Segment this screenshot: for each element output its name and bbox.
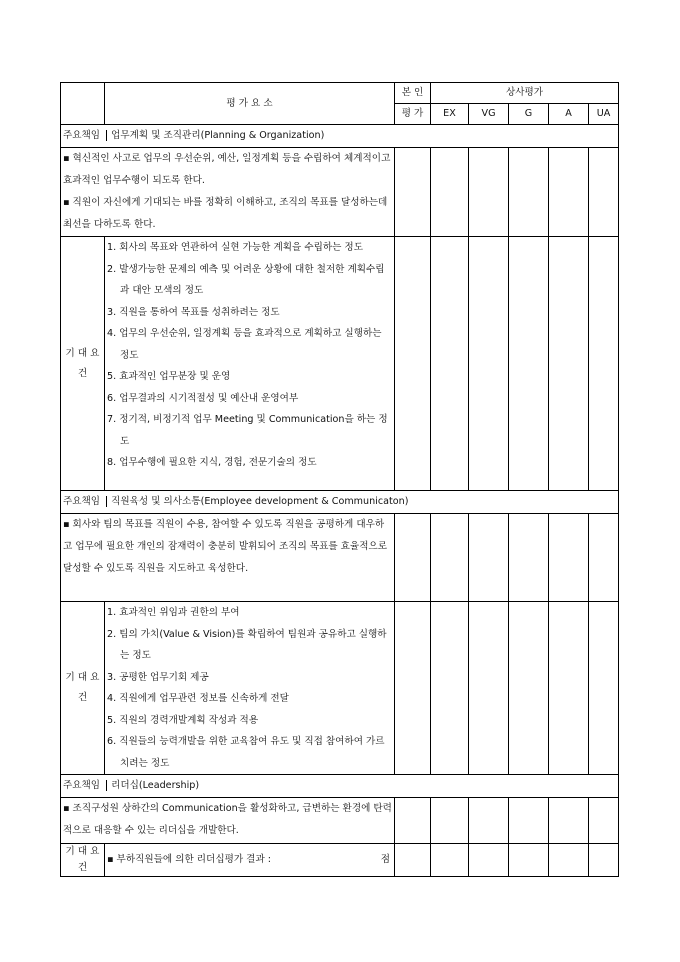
self-score-cell[interactable]	[395, 148, 431, 237]
section-title-row	[61, 775, 619, 798]
score-ex-cell[interactable]	[431, 602, 469, 775]
score-vg-cell[interactable]	[469, 148, 509, 237]
leadership-score-unit: 점	[380, 854, 390, 865]
requirement-item: 2. 팀의 가치(Value & Vision)를 확립하여 팀원과 공유하고 실행하는 정도	[107, 628, 387, 661]
score-g-cell[interactable]	[509, 237, 549, 491]
self-eval-header-line2: 평 가	[395, 104, 431, 125]
requirement-item: 2. 발생가능한 문제의 예측 및 어려운 상황에 대한 철저한 계획수립과 대안 모색의 정도	[107, 263, 385, 296]
requirement-item: 5. 효과적인 업무분장 및 운영	[107, 371, 231, 382]
section-goal	[61, 798, 395, 844]
requirement-item: 1. 회사의 목표와 연관하여 실현 가능한 계획을 수립하는 정도	[107, 242, 363, 253]
score-a-cell[interactable]	[549, 844, 589, 877]
score-g-cell[interactable]	[509, 844, 549, 877]
requirement-item: 4. 직원에게 업무관련 정보를 신속하게 전달	[107, 693, 289, 704]
requirements-list	[105, 237, 395, 491]
score-a-cell[interactable]	[549, 514, 589, 602]
goal-item: ▪ 직원이 자신에게 기대되는 바를 정확히 이해하고, 조직의 목표를 달성하는데 최선을 다하도록 한다.	[63, 197, 388, 230]
self-score-cell[interactable]	[395, 602, 431, 775]
goal-item: ▪ 회사와 팀의 목표를 직원이 수용, 참여할 수 있도록 직원을 공평하게 대우하고 업무에 필요한 개인의 잠재력이 충분히 발휘되어 조직의 목표를 효율적으로 달성할 수 있도록 직원을 지도하고 육성한다.	[63, 519, 388, 574]
self-eval-header-line1: 본 인	[395, 83, 431, 104]
requirements-label: 기 대 요 건	[61, 602, 105, 775]
score-g-cell[interactable]	[509, 602, 549, 775]
requirement-item: 5. 직원의 경력개발계획 작성과 적용	[107, 714, 259, 726]
score-ex-cell[interactable]	[431, 514, 469, 602]
score-ua-cell[interactable]	[589, 798, 619, 844]
score-ua-cell[interactable]	[589, 237, 619, 491]
score-vg-cell[interactable]	[469, 237, 509, 491]
section-goal	[61, 148, 395, 237]
score-a-cell[interactable]	[549, 602, 589, 775]
score-a-cell[interactable]	[549, 237, 589, 491]
self-score-cell[interactable]	[395, 844, 431, 877]
section-title: 직원육성 및 의사소통(Employee development & Communicaton)	[111, 496, 409, 507]
header-blank-cell	[61, 83, 105, 125]
score-ua-cell[interactable]	[589, 602, 619, 775]
leadership-score-text: ▪ 부하직원들에 의한 리더십평가 결과 :	[107, 854, 271, 865]
goal-item: ▪ 혁신적인 사고로 업무의 우선순위, 예산, 일정계획 등을 수립하여 체계적이고 효과적인 업무수행이 되도록 한다.	[63, 153, 391, 186]
goal-item: ▪ 조직구성원 상하간의 Communication을 활성화하고, 급변하는 환경에 탄력적으로 대응할 수 있는 리더십을 개발한다.	[63, 803, 392, 836]
score-g-cell[interactable]	[509, 798, 549, 844]
grade-a: A	[549, 104, 589, 125]
requirement-item: 3. 직원을 통하여 목표를 성취하려는 정도	[107, 306, 280, 318]
section-title: 업무계획 및 조직관리(Planning & Organization)	[111, 130, 325, 141]
self-score-cell[interactable]	[395, 514, 431, 602]
score-g-cell[interactable]	[509, 514, 549, 602]
score-ua-cell[interactable]	[589, 148, 619, 237]
score-vg-cell[interactable]	[469, 602, 509, 775]
superior-eval-header: 상사평가	[431, 83, 619, 104]
score-ua-cell[interactable]	[589, 514, 619, 602]
score-ex-cell[interactable]	[431, 798, 469, 844]
evaluation-form-table	[60, 82, 619, 877]
section-tag: 주요책임	[63, 780, 107, 791]
grade-ex: EX	[431, 104, 469, 125]
section-title: 리더십(Leadership)	[111, 780, 200, 791]
grade-g: G	[509, 104, 549, 125]
score-vg-cell[interactable]	[469, 798, 509, 844]
score-a-cell[interactable]	[549, 148, 589, 237]
items-header: 평 가 요 소	[105, 83, 395, 125]
requirement-item: 6. 업무결과의 시기적절성 및 예산내 운영여부	[107, 392, 299, 404]
grade-vg: VG	[469, 104, 509, 125]
leadership-score-line	[105, 844, 395, 877]
requirement-item: 6. 직원들의 능력개발을 위한 교육참여 유도 및 직접 참여하여 가르치려는 정도	[107, 736, 385, 769]
requirement-item: 1. 효과적인 위임과 권한의 부여	[107, 607, 240, 618]
score-ex-cell[interactable]	[431, 844, 469, 877]
section-title-row	[61, 491, 619, 514]
self-score-cell[interactable]	[395, 798, 431, 844]
grade-ua: UA	[589, 104, 619, 125]
requirements-label: 기 대 요 건	[61, 237, 105, 491]
score-ex-cell[interactable]	[431, 237, 469, 491]
score-a-cell[interactable]	[549, 798, 589, 844]
score-ua-cell[interactable]	[589, 844, 619, 877]
requirements-label: 기 대 요 건	[61, 844, 105, 877]
section-title-row	[61, 125, 619, 148]
requirement-item: 3. 공평한 업무기회 제공	[107, 671, 209, 683]
score-vg-cell[interactable]	[469, 844, 509, 877]
section-goal	[61, 514, 395, 602]
requirement-item: 7. 정기적, 비정기적 업무 Meeting 및 Communication을 하는 정도	[107, 414, 388, 447]
requirement-item: 8. 업무수행에 필요한 지식, 경험, 전문기술의 정도	[107, 457, 317, 468]
requirement-item: 4. 업무의 우선순위, 일정계획 등을 효과적으로 계획하고 실행하는 정도	[107, 328, 382, 361]
section-tag: 주요책임	[63, 130, 107, 141]
section-tag: 주요책임	[63, 496, 107, 507]
score-ex-cell[interactable]	[431, 148, 469, 237]
score-g-cell[interactable]	[509, 148, 549, 237]
score-vg-cell[interactable]	[469, 514, 509, 602]
self-score-cell[interactable]	[395, 237, 431, 491]
requirements-list	[105, 602, 395, 775]
